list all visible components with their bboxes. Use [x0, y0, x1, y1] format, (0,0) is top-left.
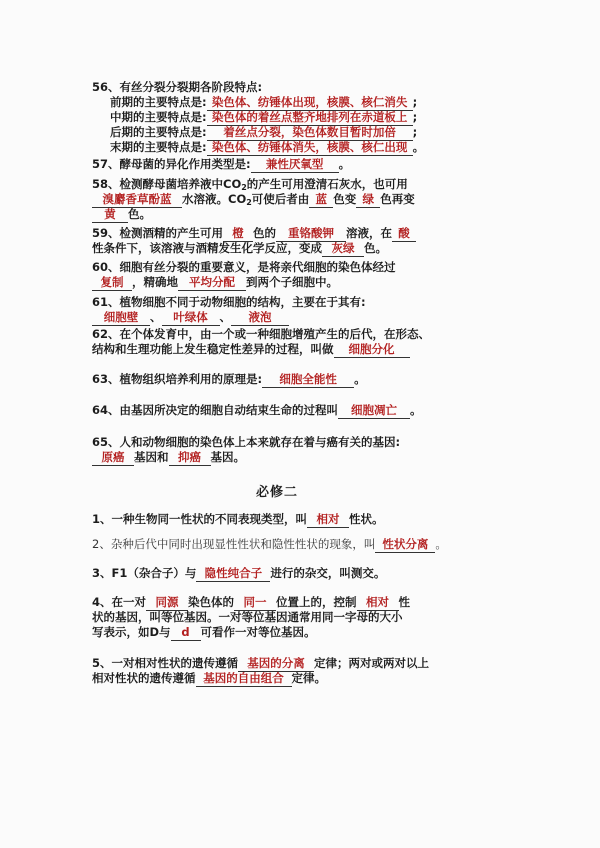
b5-answer-2: 基因的自由组合 [196, 671, 292, 687]
q60-text-3: 到两个子细胞中。 [246, 275, 338, 289]
b2-text-2: 。 [435, 537, 447, 551]
b5-line-1 [92, 656, 429, 672]
b2-answer: 性状分离 [375, 537, 435, 553]
q58-text-5: 色再变 [380, 192, 415, 206]
q56-row-1-answer: 染色体、纺锤体出现，核膜、核仁消失 [207, 95, 413, 111]
q59-answer-4: 灰绿 [322, 241, 364, 257]
q59-text-3: 溶液，在 [346, 226, 393, 240]
q57-end: 。 [338, 157, 351, 171]
q58-text-2: 水溶液。CO [182, 192, 247, 206]
q60-answer-1: 复制 [92, 275, 132, 291]
b4-text-2: 染色体的 [188, 595, 235, 609]
q58-sub-2: 2 [246, 198, 252, 207]
q65-answer-2: 抑癌 [169, 450, 211, 466]
q63-question: 63、植物组织培养利用的原理是: [92, 372, 263, 386]
b4-text-7: 可看作一对等位基因。 [200, 625, 316, 639]
q62-answer-1: 细胞分化 [334, 342, 410, 358]
q56-row-3-answer: 着丝点分裂，染色体数目暂时加倍 [207, 125, 413, 141]
q56-row-1 [110, 95, 417, 111]
q61-answer-2: 叶绿体 [162, 310, 220, 326]
q59-answer-1: 橙 [223, 226, 253, 242]
q56-row-2-answer: 染色体的着丝点整齐地排列在赤道板上 [207, 110, 413, 126]
b5-line-2 [92, 671, 326, 687]
q56-row-2-end: ; [412, 110, 418, 124]
q58-text-6: 色。 [128, 207, 151, 221]
q65-line-1: 65、人和动物细胞的染色体上本来就存在着与癌有关的基因: [92, 435, 401, 449]
q57 [92, 157, 350, 173]
b1 [92, 512, 384, 528]
q59-text-4: 性条件下，该溶液与酒精发生化学反应，变成 [92, 241, 322, 255]
q59-text-5: 色。 [364, 241, 387, 255]
b2 [92, 537, 447, 553]
q58-text-4: 色变 [333, 192, 357, 206]
q56-row-3-label: 后期的主要特点是: [110, 125, 207, 139]
section-title: 必修二 [256, 485, 299, 500]
q62-line-1: 62、在个体发育中，由一个或一种细胞增殖产生的后代，在形态、 [92, 327, 430, 341]
q56-row-4 [110, 140, 424, 156]
q58-text-1: 58、检测酵母菌培养液中CO [92, 177, 242, 191]
q59-line-1 [92, 226, 416, 242]
q65-line-2 [92, 450, 245, 466]
b3-text-1: 3、F1（杂合子）与 [92, 566, 197, 580]
b1-text-1: 1、一种生物同一性状的不同表现类型，叫 [92, 512, 307, 526]
q56-row-4-end: 。 [412, 140, 425, 154]
b4-line-2: 状的基因，叫等位基因。一对等位基因通常用同一字母的大小 [92, 610, 403, 624]
q62-line-2 [92, 342, 410, 358]
q60-line-2 [92, 275, 338, 291]
q63-end: 。 [354, 372, 366, 386]
q61-line-1: 61、植物细胞不同于动物细胞的结构，主要在于其有: [92, 295, 366, 309]
q60-text-2: ，精确地 [132, 275, 178, 289]
q61-answer-1: 细胞壁 [92, 310, 150, 326]
q64 [92, 403, 422, 419]
q56-row-1-end: ; [412, 95, 418, 109]
q56-row-4-label: 末期的主要特点是: [110, 140, 207, 154]
b1-answer: 相对 [307, 512, 349, 528]
q58-sub-1: 2 [241, 183, 247, 192]
q56-row-1-label: 前期的主要特点是: [110, 95, 207, 109]
b4-text-6: 写表示，如D与 [92, 625, 171, 639]
b3-text-2: 进行的杂交，叫测交。 [270, 566, 386, 580]
q59-line-2 [92, 241, 387, 257]
q61-sep-2: 、 [219, 310, 231, 324]
q58-answer-3: 绿 [356, 192, 380, 208]
q61-line-2 [92, 310, 289, 326]
q59-answer-3: 酸 [392, 226, 416, 242]
b4-answer-1: 同源 [146, 595, 188, 611]
q60-answer-2: 平均分配 [178, 275, 246, 291]
q57-answer: 兼性厌氧型 [251, 157, 339, 173]
b4-text-1: 4、在一对 [92, 595, 147, 609]
b3 [92, 566, 385, 582]
q59-text-1: 59、检测酒精的产生可用 [92, 226, 224, 240]
q58-line-3 [92, 207, 151, 223]
b3-answer: 隐性纯合子 [196, 566, 270, 582]
q58-answer-1: 溴麝香草酚蓝 [92, 192, 182, 208]
q56-row-2 [110, 110, 417, 126]
q64-answer: 细胞凋亡 [338, 403, 410, 419]
q64-end: 。 [410, 403, 422, 417]
q56-row-2-label: 中期的主要特点是: [110, 110, 207, 124]
q58-answer-4: 黄 [92, 207, 128, 223]
b4-answer-3: 相对 [357, 595, 399, 611]
b5-text-3: 相对性状的遗传遵循 [92, 671, 196, 685]
q58-answer-2: 蓝 [309, 192, 333, 208]
b4-line-1 [92, 595, 410, 611]
b4-text-3: 位置上的，控制 [276, 595, 357, 609]
b5-text-4: 定律。 [291, 671, 326, 685]
b4-answer-2: 同一 [234, 595, 276, 611]
q58-text-3: 可使后者由 [251, 192, 310, 206]
q56-row-3 [110, 125, 417, 141]
q56-row-3-end: ; [412, 125, 418, 139]
q65-text-3: 基因。 [210, 450, 245, 464]
q63 [92, 372, 366, 388]
b5-answer-1: 基因的分离 [238, 656, 314, 672]
q59-text-2: 色的 [253, 226, 277, 240]
q58-text-1b: 的产生可用澄清石灰水，也可用 [246, 177, 408, 191]
q64-question: 64、由基因所决定的细胞自动结束生命的过程叫 [92, 403, 339, 417]
q61-answer-3: 液泡 [231, 310, 289, 326]
q56-title: 56、有丝分裂分裂期各阶段特点: [92, 80, 263, 94]
q62-text-2: 结构和生理功能上发生稳定性差异的过程，叫做 [92, 342, 334, 356]
q60-line-1: 60、细胞有丝分裂的重要意义，是将亲代细胞的染色体经过 [92, 260, 396, 274]
b5-text-1: 5、一对相对性状的遗传遵循 [92, 656, 239, 670]
q65-text-2: 基因和 [134, 450, 169, 464]
q57-question: 57、酵母菌的异化作用类型是: [92, 157, 251, 171]
b1-text-2: 性状。 [349, 512, 384, 526]
q59-answer-2: 重铬酸钾 [276, 226, 346, 242]
b5-text-2: 定律；两对或两对以上 [314, 656, 430, 670]
b2-text-1: 2、杂种后代中同时出现显性性状和隐性性状的现象，叫 [92, 537, 376, 551]
q63-answer: 细胞全能性 [262, 372, 354, 388]
q65-answer-1: 原癌 [92, 450, 134, 466]
q61-sep-1: 、 [150, 310, 162, 324]
b4-line-3 [92, 625, 316, 641]
b4-text-4: 性 [398, 595, 411, 609]
q56-row-4-answer: 染色体、纺锤体消失，核膜、核仁出现 [207, 140, 413, 156]
b4-answer-4: d [171, 625, 201, 641]
